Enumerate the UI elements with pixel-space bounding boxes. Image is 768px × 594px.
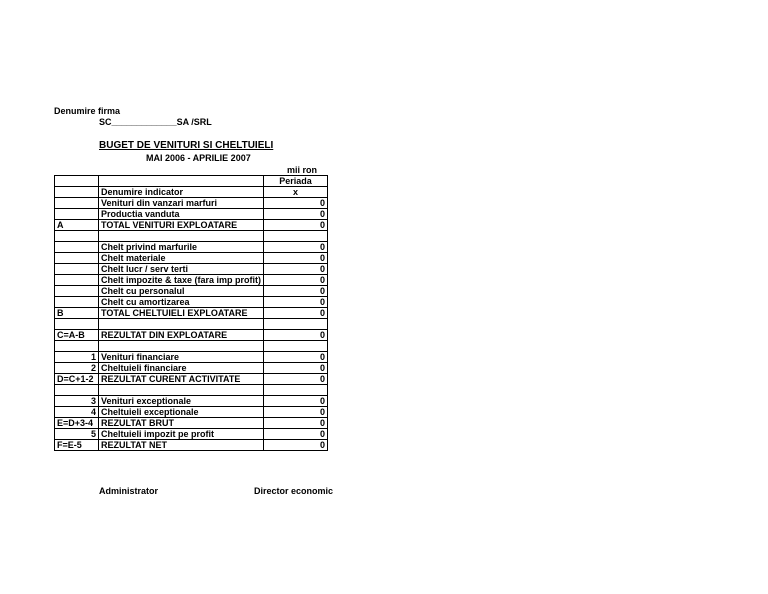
row-indicator-cell: [99, 341, 264, 352]
row-indicator-cell: [99, 319, 264, 330]
table-row: [55, 385, 328, 396]
row-value-cell: 0: [264, 275, 328, 286]
row-value-cell: 0: [264, 407, 328, 418]
row-value-cell: [264, 231, 328, 242]
row-code-cell: [55, 209, 99, 220]
row-value-cell: 0: [264, 330, 328, 341]
row-value-cell: 0: [264, 396, 328, 407]
row-code-cell: 4: [55, 407, 99, 418]
row-indicator-cell: Cheltuieli financiare: [99, 363, 264, 374]
row-indicator-cell: Cheltuieli exceptionale: [99, 407, 264, 418]
row-code-cell: [55, 253, 99, 264]
row-code-cell: [55, 242, 99, 253]
row-value-cell: 0: [264, 209, 328, 220]
table-row: [55, 440, 328, 451]
row-code-cell: [55, 176, 99, 187]
row-code-cell: [55, 341, 99, 352]
unit-label: mii ron: [287, 165, 318, 175]
company-label: Denumire firma: [54, 106, 121, 116]
table-row: [55, 341, 328, 352]
row-value-cell: 0: [264, 297, 328, 308]
row-code-cell: E=D+3-4: [55, 418, 99, 429]
row-indicator-cell: Chelt cu personalul: [99, 286, 264, 297]
table-header-row: [55, 176, 328, 187]
row-indicator-cell: Chelt impozite & taxe (fara imp profit): [99, 275, 264, 286]
row-value-cell: 0: [264, 264, 328, 275]
row-indicator-cell: Chelt lucr / serv terti: [99, 264, 264, 275]
row-code-cell: [55, 385, 99, 396]
table-header-row: [55, 187, 328, 198]
row-indicator-cell: Cheltuieli impozit pe profit: [99, 429, 264, 440]
budget-table: [54, 175, 328, 451]
row-code-cell: A: [55, 220, 99, 231]
row-indicator-cell: [99, 231, 264, 242]
row-indicator-cell: Denumire indicator: [99, 187, 264, 198]
table-row: [55, 220, 328, 231]
row-value-cell: x: [264, 187, 328, 198]
budget-table-body: [55, 176, 328, 451]
row-value-cell: 0: [264, 374, 328, 385]
row-value-cell: 0: [264, 308, 328, 319]
row-indicator-cell: Venituri financiare: [99, 352, 264, 363]
row-code-cell: 5: [55, 429, 99, 440]
table-row: [55, 275, 328, 286]
row-indicator-cell: Chelt cu amortizarea: [99, 297, 264, 308]
table-row: [55, 286, 328, 297]
row-code-cell: B: [55, 308, 99, 319]
row-code-cell: D=C+1-2: [55, 374, 99, 385]
table-row: [55, 330, 328, 341]
row-indicator-cell: [99, 176, 264, 187]
row-indicator-cell: [99, 385, 264, 396]
row-indicator-cell: Venituri exceptionale: [99, 396, 264, 407]
row-code-cell: 1: [55, 352, 99, 363]
row-value-cell: 0: [264, 253, 328, 264]
row-code-cell: C=A-B: [55, 330, 99, 341]
table-row: [55, 396, 328, 407]
table-row: [55, 198, 328, 209]
table-row: [55, 209, 328, 220]
row-indicator-cell: REZULTAT BRUT: [99, 418, 264, 429]
row-code-cell: [55, 231, 99, 242]
row-code-cell: 3: [55, 396, 99, 407]
table-row: [55, 253, 328, 264]
row-code-cell: [55, 198, 99, 209]
row-value-cell: [264, 341, 328, 352]
row-indicator-cell: Chelt privind marfurile: [99, 242, 264, 253]
row-code-cell: [55, 319, 99, 330]
row-value-cell: Periada: [264, 176, 328, 187]
table-row: [55, 242, 328, 253]
row-code-cell: 2: [55, 363, 99, 374]
table-row: [55, 264, 328, 275]
row-value-cell: 0: [264, 352, 328, 363]
row-code-cell: F=E-5: [55, 440, 99, 451]
table-row: [55, 231, 328, 242]
row-indicator-cell: REZULTAT NET: [99, 440, 264, 451]
table-row: [55, 418, 328, 429]
table-row: [55, 319, 328, 330]
row-value-cell: 0: [264, 198, 328, 209]
table-row: [55, 407, 328, 418]
administrator-signature-label: Administrator: [99, 486, 159, 496]
row-indicator-cell: TOTAL CHELTUIELI EXPLOATARE: [99, 308, 264, 319]
table-row: [55, 429, 328, 440]
period-subtitle: MAI 2006 - APRILIE 2007: [146, 153, 251, 163]
row-code-cell: [55, 264, 99, 275]
table-row: [55, 374, 328, 385]
row-code-cell: [55, 275, 99, 286]
table-row: [55, 297, 328, 308]
table-row: [55, 363, 328, 374]
row-value-cell: 0: [264, 418, 328, 429]
row-value-cell: 0: [264, 440, 328, 451]
company-name: SC_____________SA /SRL: [99, 117, 212, 127]
document-title: BUGET DE VENITURI SI CHELTUIELI: [99, 140, 274, 151]
row-value-cell: 0: [264, 363, 328, 374]
table-row: [55, 352, 328, 363]
row-code-cell: [55, 286, 99, 297]
row-value-cell: 0: [264, 242, 328, 253]
row-indicator-cell: REZULTAT CURENT ACTIVITATE: [99, 374, 264, 385]
row-value-cell: 0: [264, 429, 328, 440]
row-value-cell: [264, 385, 328, 396]
row-value-cell: 0: [264, 220, 328, 231]
row-indicator-cell: Productia vanduta: [99, 209, 264, 220]
row-indicator-cell: TOTAL VENITURI EXPLOATARE: [99, 220, 264, 231]
row-indicator-cell: Venituri din vanzari marfuri: [99, 198, 264, 209]
row-code-cell: [55, 297, 99, 308]
director-signature-label: Director economic: [254, 486, 334, 496]
table-row: [55, 308, 328, 319]
row-indicator-cell: REZULTAT DIN EXPLOATARE: [99, 330, 264, 341]
row-code-cell: [55, 187, 99, 198]
row-indicator-cell: Chelt materiale: [99, 253, 264, 264]
row-value-cell: [264, 319, 328, 330]
row-value-cell: 0: [264, 286, 328, 297]
